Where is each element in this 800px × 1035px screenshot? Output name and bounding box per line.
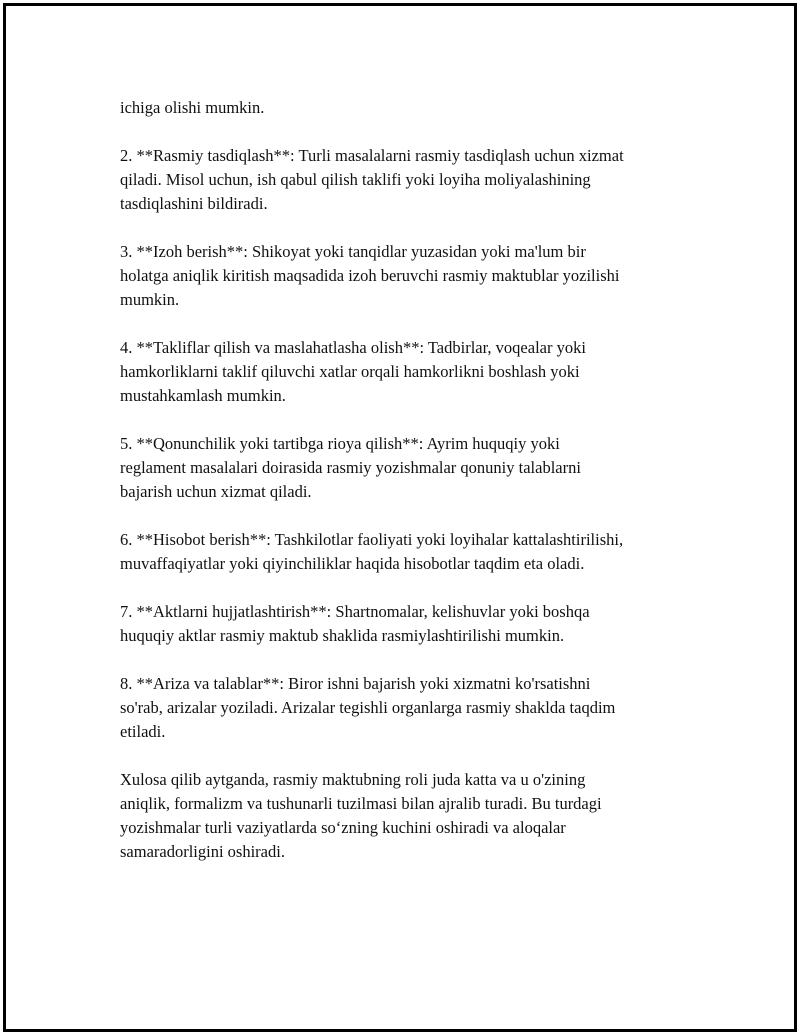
text-line: tasdiqlashini bildiradi. [120,194,268,213]
text-line: huquqiy aktlar rasmiy maktub shaklida rasmiylashtirilishi mumkin. [120,626,565,645]
text-line: samaradorligini oshiradi. [120,842,285,861]
text-line: yozishmalar turli vaziyatlarda so‘zning kuchini oshiradi va aloqalar [120,818,566,837]
text-line: mumkin. [120,290,180,309]
text-line: 7. **Aktlarni hujjatlashtirish**: Shartnomalar, kelishuvlar yoki boshqa [120,602,590,621]
text-line: 6. **Hisobot berish**: Tashkilotlar faoliyati yoki loyihalar kattalashtirilishi, [120,530,624,549]
document-body [120,96,680,888]
list-item-rasmiy-tasdiqlash [120,144,680,216]
text-line: so'rab, arizalar yoziladi. Arizalar tegishli organlarga rasmiy shaklda taqdim [120,698,616,717]
paragraph-conclusion [120,768,680,864]
text-line: qiladi. Misol uchun, ish qabul qilish taklifi yoki loyiha moliyalashining [120,170,591,189]
list-item-qonunchilik [120,432,680,504]
paragraph-continuation [120,96,680,120]
list-item-aktlarni-hujjatlashtirish [120,600,680,648]
list-item-takliflar-qilish [120,336,680,408]
text-line: reglament masalalari doirasida rasmiy yozishmalar qonuniy talablarni [120,458,581,477]
list-item-izoh-berish [120,240,680,312]
text-line: mustahkamlash mumkin. [120,386,286,405]
text-line: 8. **Ariza va talablar**: Biror ishni bajarish yoki xizmatni ko'rsatishni [120,674,591,693]
text-line: 2. **Rasmiy tasdiqlash**: Turli masalalarni rasmiy tasdiqlash uchun xizmat [120,146,624,165]
text-line: muvaffaqiyatlar yoki qiyinchiliklar haqida hisobotlar taqdim eta oladi. [120,554,585,573]
text-line: hamkorliklarni taklif qiluvchi xatlar orqali hamkorlikni boshlash yoki [120,362,580,381]
list-item-hisobot-berish [120,528,680,576]
text-line: 5. **Qonunchilik yoki tartibga rioya qilish**: Ayrim huquqiy yoki [120,434,560,453]
text-line: ichiga olishi mumkin. [120,98,265,117]
text-line: etiladi. [120,722,166,741]
text-line: 4. **Takliflar qilish va maslahatlasha olish**: Tadbirlar, voqealar yoki [120,338,586,357]
text-line: bajarish uchun xizmat qiladi. [120,482,312,501]
list-item-ariza-va-talablar [120,672,680,744]
document-page [3,3,797,1032]
text-line: Xulosa qilib aytganda, rasmiy maktubning roli juda katta va u o'zining [120,770,586,789]
text-line: holatga aniqlik kiritish maqsadida izoh beruvchi rasmiy maktublar yozilishi [120,266,620,285]
text-line: aniqlik, formalizm va tushunarli tuzilmasi bilan ajralib turadi. Bu turdagi [120,794,602,813]
text-line: 3. **Izoh berish**: Shikoyat yoki tanqidlar yuzasidan yoki ma'lum bir [120,242,586,261]
